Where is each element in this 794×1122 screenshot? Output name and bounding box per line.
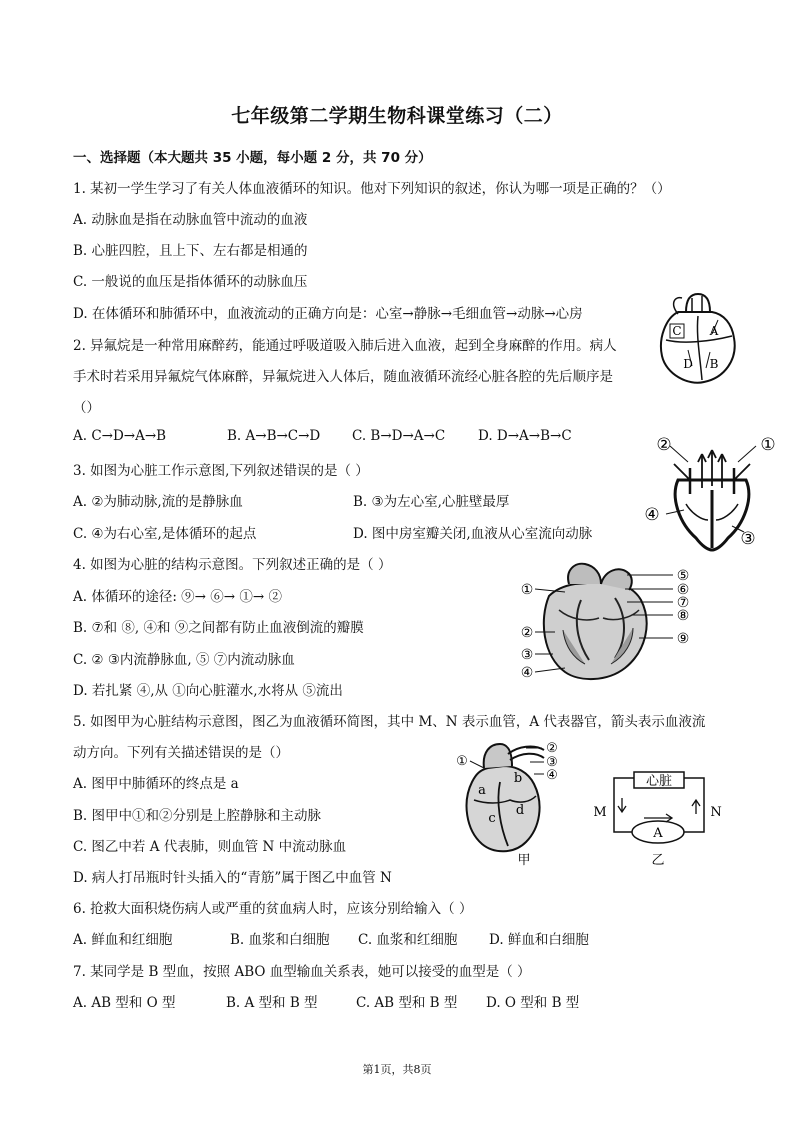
q2-fig-label-c: C xyxy=(672,324,682,338)
q7-option-d: D. O 型和 B 型 xyxy=(486,995,580,1011)
q5-jia-label-4: ④ xyxy=(546,768,558,783)
q5-jia-label-3: ③ xyxy=(546,755,558,770)
q5-figure-jia xyxy=(452,738,562,868)
q2-stem-line-2: 手术时若采用异氟烷气体麻醉，异氟烷进入人体后，随血液循环流经心脏各腔的先后顺序是 xyxy=(73,369,613,385)
q4-option-b: B. ⑦和 ⑧, ④和 ⑨之间都有防止血液倒流的瓣膜 xyxy=(73,620,364,636)
q3-option-d: D. 图中房室瓣关闭,血液从心室流向动脉 xyxy=(353,526,593,542)
page-title: 七年级第二学期生物科课堂练习（二） xyxy=(231,105,563,127)
q1-option-a: A. 动脉血是指在动脉血管中流动的血液 xyxy=(73,212,308,228)
q5-jia-label-2: ② xyxy=(546,741,558,756)
q2-fig-label-d: D xyxy=(683,357,693,371)
q4-option-c: C. ② ③内流静脉血, ⑤ ⑦内流动脉血 xyxy=(73,652,295,668)
q4-fig-label-2: ② xyxy=(520,625,534,641)
q2-fig-label-b: B xyxy=(709,357,719,371)
q5-yi-heart-label: 心脏 xyxy=(645,774,673,789)
q2-option-b: B. A→B→C→D xyxy=(227,428,321,444)
q5-stem-line-2: 动方向。下列有关描述错误的是（） xyxy=(73,745,289,761)
q2-heart-figure xyxy=(648,290,744,390)
q3-option-b: B. ③为左心室,心脏壁最厚 xyxy=(353,494,510,510)
q5-option-a: A. 图甲中肺循环的终点是 a xyxy=(73,776,239,792)
q5-stem-line-1: 5. 如图甲为心脏结构示意图，图乙为血液循环简图，其中 M、N 表示血管，A 代表器官，箭头表示血液流 xyxy=(73,714,706,730)
q4-fig-label-6: ⑥ xyxy=(676,582,690,598)
q5-jia-label-d: d xyxy=(515,803,525,818)
q7-option-c: C. AB 型和 B 型 xyxy=(356,995,458,1011)
q6-option-d: D. 鲜血和白细胞 xyxy=(489,932,589,948)
q4-fig-label-4: ④ xyxy=(520,665,534,681)
q5-figure-yi xyxy=(586,772,726,868)
q4-option-a: A. 体循环的途径: ⑨→ ⑥→ ①→ ② xyxy=(73,589,282,605)
q6-option-c: C. 血浆和红细胞 xyxy=(358,932,458,948)
q5-yi-vessel-n: N xyxy=(710,805,722,820)
q4-stem: 4. 如图为心脏的结构示意图。下列叙述正确的是（ ） xyxy=(73,557,392,573)
q5-option-c: C. 图乙中若 A 代表肺，则血管 N 中流动脉血 xyxy=(73,839,347,855)
q1-stem: 1. 某初一学生学习了有关人体血液循环的知识。他对下列知识的叙述，你认为哪一项是正确的？（） xyxy=(73,181,671,197)
q1-option-d: D. 在体循环和肺循环中，血液流动的正确方向是：心室→静脉→毛细血管→动脉→心房 xyxy=(73,306,583,322)
q5-option-d: D. 病人打吊瓶时针头插入的“青筋”属于图乙中血管 N xyxy=(73,870,392,886)
q5-jia-label-a: a xyxy=(478,783,486,798)
q2-stem-line-1: 2. 异氟烷是一种常用麻醉药，能通过呼吸道吸入肺后进入血液，起到全身麻醉的作用。病人 xyxy=(73,338,617,354)
q4-option-d: D. 若扎紧 ④,从 ①向心脏灌水,水将从 ⑤流出 xyxy=(73,683,343,699)
q1-option-b: B. 心脏四腔，且上下、左右都是相通的 xyxy=(73,243,308,259)
q4-fig-label-7: ⑦ xyxy=(676,595,690,611)
q6-option-a: A. 鲜血和红细胞 xyxy=(73,932,173,948)
q3-fig-label-4: ④ xyxy=(644,505,660,525)
q5-jia-label-1: ① xyxy=(456,754,468,769)
q3-heart-diagram xyxy=(640,428,786,554)
q7-option-b: B. A 型和 B 型 xyxy=(226,995,318,1011)
q5-option-b: B. 图甲中①和②分别是上腔静脉和主动脉 xyxy=(73,808,322,824)
q5-yi-vessel-m: M xyxy=(593,805,607,820)
q7-stem: 7. 某同学是 B 型血，按照 ABO 血型输血关系表，她可以接受的血型是（ ） xyxy=(73,964,531,980)
q5-yi-organ-label: A xyxy=(653,826,663,841)
section-heading: 一、选择题（本大题共 35 小题，每小题 2 分，共 70 分） xyxy=(73,150,432,166)
q5-yi-caption: 乙 xyxy=(651,853,665,868)
q3-option-c: C. ④为右心室,是体循环的起点 xyxy=(73,526,257,542)
q3-fig-label-2: ② xyxy=(656,435,672,455)
page-footer: 第1页，共8页 xyxy=(362,1063,432,1076)
q4-fig-label-5: ⑤ xyxy=(676,568,690,584)
q5-jia-label-b: b xyxy=(513,771,523,786)
q3-fig-label-1: ① xyxy=(760,435,776,455)
q2-option-d: D. D→A→B→C xyxy=(478,428,572,444)
q4-fig-label-9: ⑨ xyxy=(676,631,690,647)
q5-jia-label-c: c xyxy=(488,811,496,826)
q3-option-a: A. ②为肺动脉,流的是静脉血 xyxy=(73,494,243,510)
q7-option-a: A. AB 型和 O 型 xyxy=(73,995,176,1011)
q2-stem-line-3: （） xyxy=(73,400,100,416)
q2-option-a: A. C→D→A→B xyxy=(73,428,167,444)
q6-stem: 6. 抢救大面积烧伤病人或严重的贫血病人时，应该分别给输入（ ） xyxy=(73,901,473,917)
q3-fig-label-3: ③ xyxy=(740,529,756,549)
q5-jia-caption: 甲 xyxy=(517,853,531,868)
q4-fig-label-8: ⑧ xyxy=(676,608,690,624)
q6-option-b: B. 血浆和白细胞 xyxy=(230,932,330,948)
q4-heart-structure xyxy=(515,560,695,684)
q4-fig-label-1: ① xyxy=(520,582,534,598)
q4-fig-label-3: ③ xyxy=(520,647,534,663)
q1-option-c: C. 一般说的血压是指体循环的动脉血压 xyxy=(73,274,308,290)
q3-stem: 3. 如图为心脏工作示意图,下列叙述错误的是（ ） xyxy=(73,463,369,479)
q2-option-c: C. B→D→A→C xyxy=(352,428,446,444)
q2-fig-label-a: A xyxy=(709,324,719,338)
